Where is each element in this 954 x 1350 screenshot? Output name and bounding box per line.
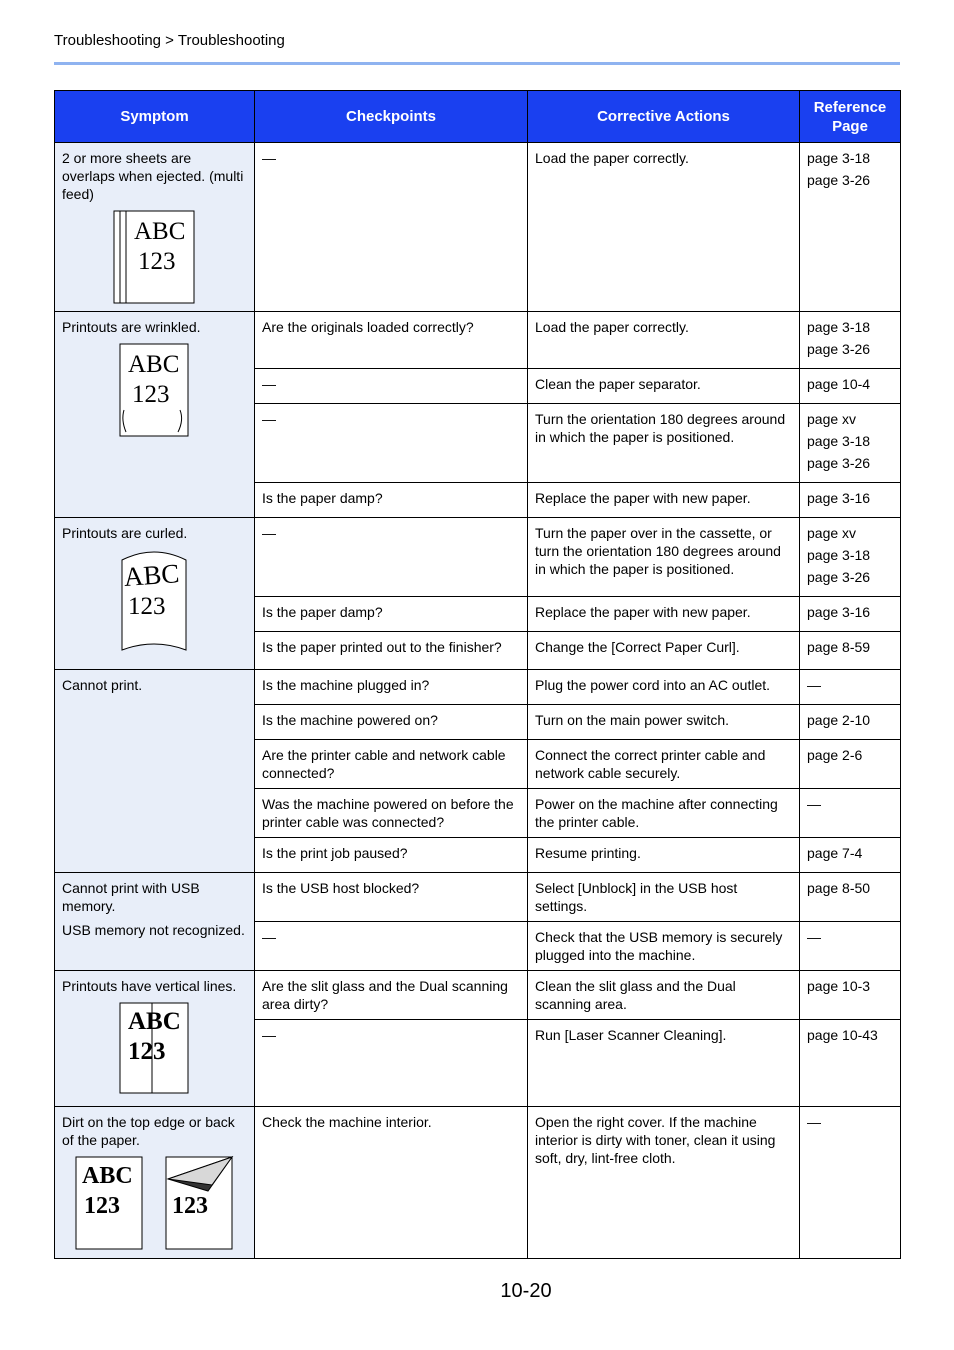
- symptom-text: Cannot print with USB memory.: [62, 880, 200, 914]
- illus-123: 123: [128, 593, 166, 620]
- reference-page: page 3-26: [807, 172, 871, 188]
- reference-page: page 3-16: [807, 490, 871, 506]
- vertical-lines-illustration: [62, 1001, 248, 1095]
- table-row: [55, 143, 901, 312]
- checkpoint-cell: Are the slit glass and the Dual scanning area dirty?: [255, 971, 528, 1020]
- action-cell: Check that the USB memory is securely plugged into the machine.: [528, 922, 800, 971]
- symptom-text: USB memory not recognized.: [62, 922, 245, 938]
- checkpoint-cell: Is the print job paused?: [255, 838, 528, 873]
- symptom-text: Cannot print.: [62, 677, 143, 693]
- symptom-cell: [55, 143, 255, 312]
- reference-page: page 7-4: [807, 845, 863, 861]
- checkpoint-cell: Is the machine plugged in?: [255, 670, 528, 705]
- symptom-text: Dirt on the top edge or back of the paper.: [62, 1114, 235, 1148]
- action-cell: Run [Laser Scanner Cleaning].: [528, 1020, 800, 1107]
- reference-cell: [800, 1107, 901, 1259]
- illus-123: 123: [172, 1193, 208, 1219]
- checkpoint-cell: —: [255, 404, 528, 483]
- reference-page: page xv: [807, 411, 857, 427]
- checkpoint-cell: Is the machine powered on?: [255, 705, 528, 740]
- symptom-cell: [55, 971, 255, 1107]
- checkpoint-cell: Is the paper printed out to the finisher?: [255, 632, 528, 670]
- action-cell: Replace the paper with new paper.: [528, 483, 800, 518]
- reference-cell: [800, 369, 901, 404]
- illus-abc: ABC: [134, 218, 186, 245]
- illus-abc: ABC: [122, 558, 181, 592]
- table-header-row: [55, 91, 901, 143]
- table-row: [55, 670, 901, 705]
- action-cell: Clean the paper separator.: [528, 369, 800, 404]
- action-cell: Replace the paper with new paper.: [528, 597, 800, 632]
- column-header-checkpoints: Checkpoints: [255, 91, 528, 143]
- table-row: [55, 518, 901, 597]
- reference-page: —: [807, 677, 821, 693]
- checkpoint-cell: Was the machine powered on before the printer cable was connected?: [255, 789, 528, 838]
- illus-123: 123: [138, 248, 176, 275]
- table-row: [55, 873, 901, 922]
- checkpoint-cell: Are the printer cable and network cable connected?: [255, 740, 528, 789]
- action-cell: Open the right cover. If the machine interior is dirty with toner, clean it using soft, dry, lint-free cloth.: [528, 1107, 800, 1259]
- symptom-text: Printouts are curled.: [62, 525, 188, 541]
- action-cell: Turn on the main power switch.: [528, 705, 800, 740]
- action-cell: Load the paper correctly.: [528, 143, 800, 312]
- checkpoint-cell: —: [255, 369, 528, 404]
- checkpoint-cell: —: [255, 1020, 528, 1107]
- reference-cell: [800, 1020, 901, 1107]
- reference-page: page 3-18: [807, 319, 871, 335]
- reference-page: page 2-10: [807, 712, 871, 728]
- reference-page: page 10-43: [807, 1027, 878, 1043]
- reference-page: page 3-16: [807, 604, 871, 620]
- symptom-cell: [55, 312, 255, 518]
- reference-page: page 8-50: [807, 880, 871, 896]
- page-number-container: [0, 1280, 954, 1303]
- action-cell: Connect the correct printer cable and network cable securely.: [528, 740, 800, 789]
- reference-cell: [800, 597, 901, 632]
- column-header-reference-page: Reference Page: [800, 91, 901, 143]
- checkpoint-cell: Check the machine interior.: [255, 1107, 528, 1259]
- multi-feed-illustration: [62, 209, 248, 305]
- action-cell: Change the [Correct Paper Curl].: [528, 632, 800, 670]
- troubleshooting-table: [54, 90, 901, 1259]
- wrinkled-paper-illustration: [62, 342, 248, 438]
- reference-cell: [800, 143, 901, 312]
- reference-page: page 3-18: [807, 433, 871, 449]
- action-cell: Plug the power cord into an AC outlet.: [528, 670, 800, 705]
- action-cell: Resume printing.: [528, 838, 800, 873]
- reference-page: page 8-59: [807, 639, 871, 655]
- symptom-text: Printouts are wrinkled.: [62, 319, 201, 335]
- action-cell: Power on the machine after connecting the printer cable.: [528, 789, 800, 838]
- reference-page: page 3-26: [807, 569, 871, 585]
- breadcrumb: Troubleshooting > Troubleshooting: [54, 32, 285, 49]
- table-row: [55, 1107, 901, 1259]
- reference-page: page 3-18: [807, 547, 871, 563]
- action-cell: Turn the paper over in the cassette, or turn the orientation 180 degrees around in which the paper is positioned.: [528, 518, 800, 597]
- action-cell: Clean the slit glass and the Dual scanning area.: [528, 971, 800, 1020]
- illus-abc: ABC: [128, 1008, 181, 1035]
- reference-cell: [800, 873, 901, 922]
- action-cell: Load the paper correctly.: [528, 312, 800, 369]
- reference-cell: [800, 838, 901, 873]
- action-cell: Select [Unblock] in the USB host settings.: [528, 873, 800, 922]
- reference-page: page 3-26: [807, 455, 871, 471]
- reference-cell: [800, 404, 901, 483]
- reference-cell: [800, 312, 901, 369]
- symptom-cell: [55, 1107, 255, 1259]
- reference-cell: [800, 670, 901, 705]
- curled-paper-illustration: [62, 548, 248, 654]
- reference-cell: [800, 922, 901, 971]
- column-header-symptom: Symptom: [55, 91, 255, 143]
- reference-cell: [800, 483, 901, 518]
- illus-abc: ABC: [128, 351, 180, 378]
- checkpoint-cell: Is the USB host blocked?: [255, 873, 528, 922]
- page-number: 10-20: [500, 1280, 552, 1302]
- table-row: [55, 312, 901, 369]
- header-divider: [54, 62, 900, 65]
- symptom-cell: [55, 518, 255, 670]
- reference-cell: [800, 789, 901, 838]
- reference-cell: [800, 971, 901, 1020]
- checkpoint-cell: —: [255, 143, 528, 312]
- checkpoint-cell: Is the paper damp?: [255, 597, 528, 632]
- reference-page: —: [807, 1114, 821, 1130]
- symptom-text: 2 or more sheets are overlaps when ejected. (multi feed): [62, 150, 244, 202]
- column-header-corrective-actions: Corrective Actions: [528, 91, 800, 143]
- checkpoint-cell: Are the originals loaded correctly?: [255, 312, 528, 369]
- reference-cell: [800, 518, 901, 597]
- reference-page: —: [807, 929, 821, 945]
- symptom-cell: [55, 670, 255, 873]
- reference-page: page xv: [807, 525, 857, 541]
- reference-page: page 10-3: [807, 978, 871, 994]
- table-row: [55, 971, 901, 1020]
- reference-cell: [800, 632, 901, 670]
- symptom-cell: [55, 873, 255, 971]
- action-cell: Turn the orientation 180 degrees around in which the paper is positioned.: [528, 404, 800, 483]
- symptom-text: Printouts have vertical lines.: [62, 978, 237, 994]
- reference-page: page 10-4: [807, 376, 871, 392]
- reference-page: —: [807, 796, 821, 812]
- reference-page: page 2-6: [807, 747, 863, 763]
- reference-page: page 3-26: [807, 341, 871, 357]
- reference-page: page 3-18: [807, 150, 871, 166]
- illus-123: 123: [128, 1038, 166, 1065]
- illus-abc: ABC: [82, 1163, 133, 1189]
- reference-cell: [800, 740, 901, 789]
- illus-123: 123: [132, 381, 170, 408]
- illus-123: 123: [84, 1193, 120, 1219]
- checkpoint-cell: —: [255, 518, 528, 597]
- checkpoint-cell: Is the paper damp?: [255, 483, 528, 518]
- reference-cell: [800, 705, 901, 740]
- checkpoint-cell: —: [255, 922, 528, 971]
- dirty-paper-illustration: [62, 1155, 248, 1251]
